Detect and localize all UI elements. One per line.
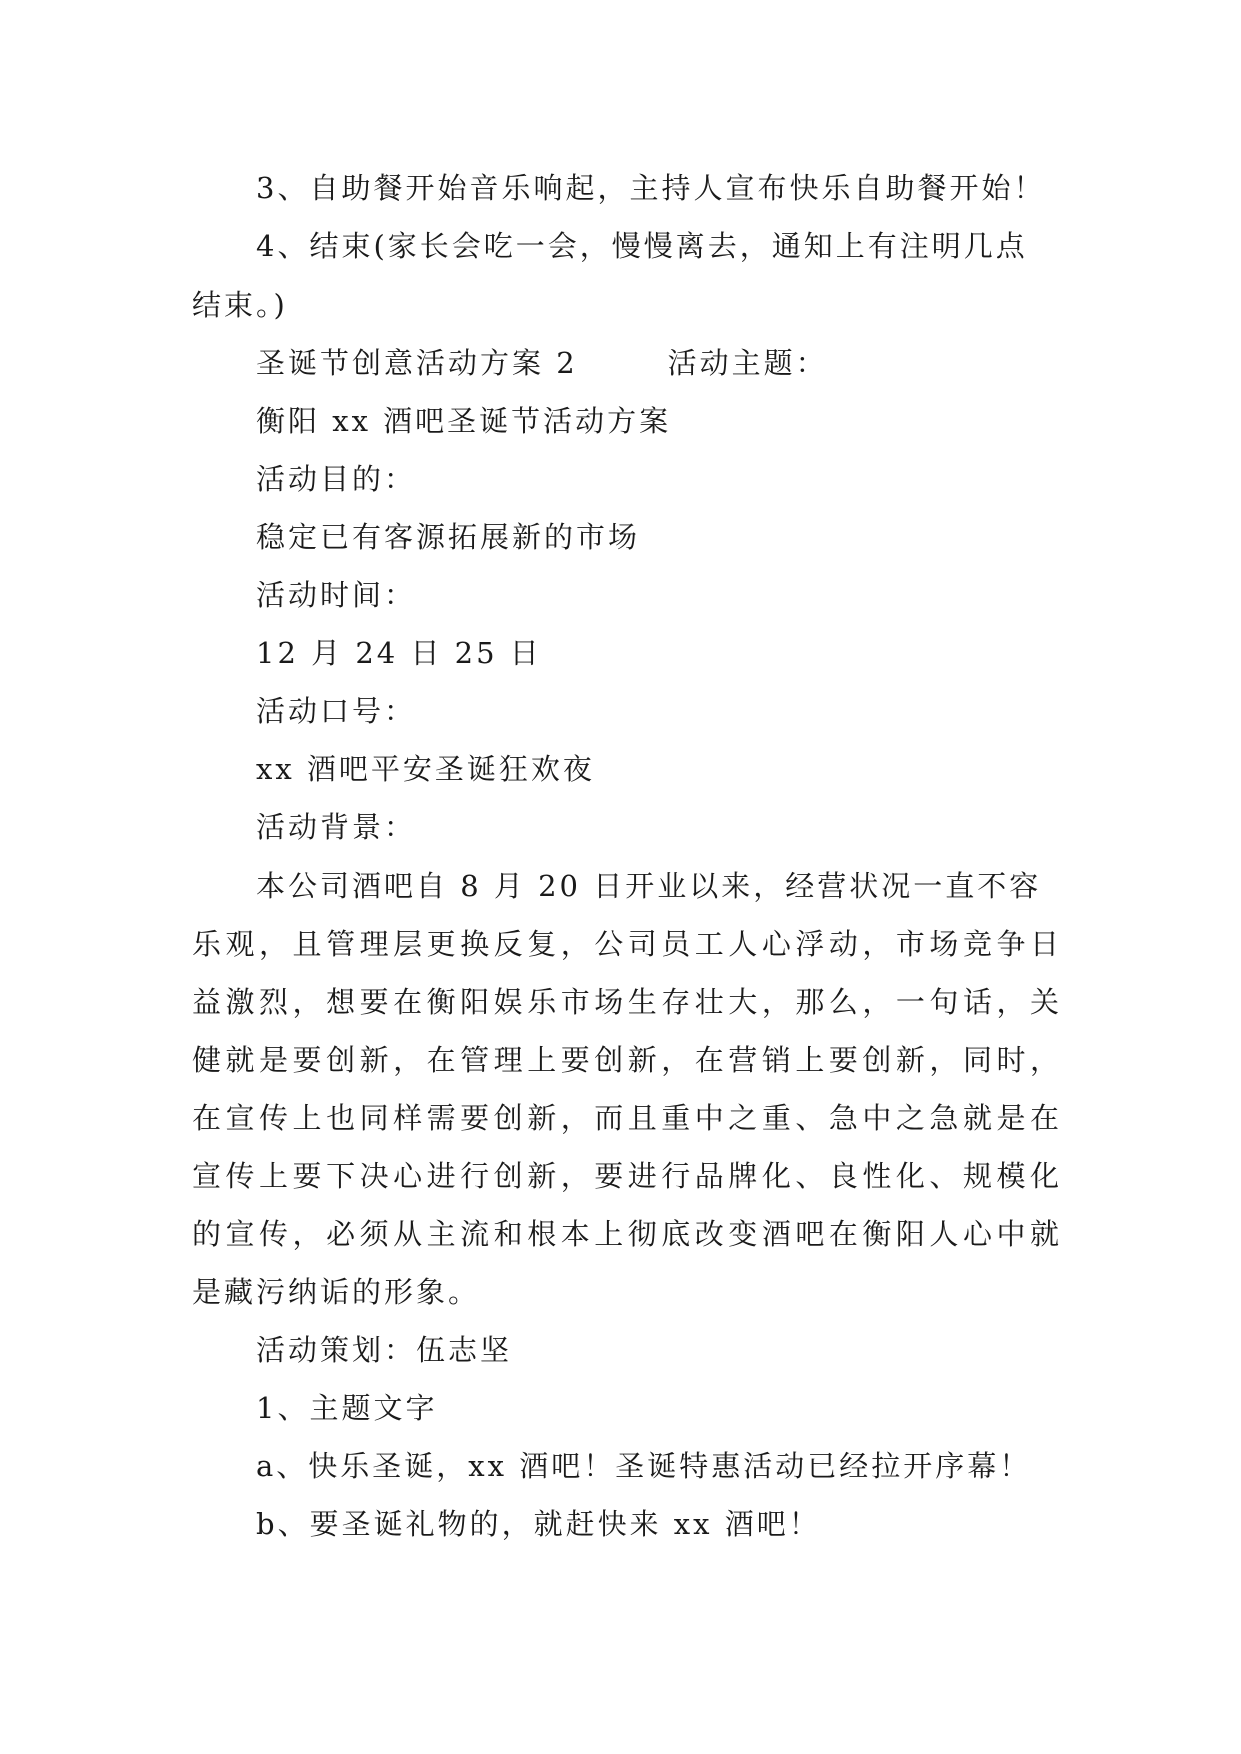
paragraph-line: 的宣传，必须从主流和根本上彻底改变酒吧在衡阳人心中就 — [192, 1217, 1062, 1251]
paragraph-line: 乐观，且管理层更换反复，公司员工人心浮动，市场竞争日 — [192, 927, 1062, 961]
paragraph-line: 结束。) — [192, 288, 288, 322]
paragraph-line: 3、自助餐开始音乐响起，主持人宣布快乐自助餐开始！ — [256, 171, 1046, 205]
paragraph-line: 活动目的： — [256, 462, 417, 496]
paragraph-line: 健就是要创新，在管理上要创新，在营销上要创新，同时， — [192, 1043, 1062, 1077]
section-heading-line — [256, 343, 1126, 383]
paragraph-line: 在宣传上也同样需要创新，而且重中之重、急中之急就是在 — [192, 1101, 1062, 1135]
paragraph-line: 益激烈，想要在衡阳娱乐市场生存壮大，那么，一句话，关 — [192, 985, 1062, 1019]
paragraph-line: 宣传上要下决心进行创新，要进行品牌化、良性化、规模化 — [192, 1159, 1062, 1193]
paragraph-line: 是藏污纳诟的形象。 — [192, 1275, 481, 1309]
paragraph-line: b、要圣诞礼物的，就赶快来 xx 酒吧！ — [256, 1507, 821, 1541]
paragraph-line: 衡阳 xx 酒吧圣诞节活动方案 — [256, 404, 672, 438]
paragraph-line: 4、结束(家长会吃一会，慢慢离去，通知上有注明几点 — [256, 229, 1028, 263]
paragraph-line: 活动背景： — [256, 810, 417, 844]
section-label: 活动主题： — [667, 346, 828, 380]
paragraph-line: 本公司酒吧自 8 月 20 日开业以来，经营状况一直不容 — [256, 869, 1042, 903]
paragraph-line: 活动时间： — [256, 578, 417, 612]
paragraph-line: 活动口号： — [256, 694, 417, 728]
paragraph-line: 稳定已有客源拓展新的市场 — [256, 520, 641, 554]
paragraph-line: 1、主题文字 — [256, 1391, 438, 1425]
paragraph-line: a、快乐圣诞，xx 酒吧！圣诞特惠活动已经拉开序幕！ — [256, 1449, 1032, 1483]
paragraph-line: xx 酒吧平安圣诞狂欢夜 — [256, 752, 595, 786]
paragraph-line: 12 月 24 日 25 日 — [256, 636, 542, 670]
paragraph-line: 活动策划：伍志坚 — [256, 1333, 513, 1367]
section-title: 圣诞节创意活动方案 2 — [256, 346, 578, 380]
